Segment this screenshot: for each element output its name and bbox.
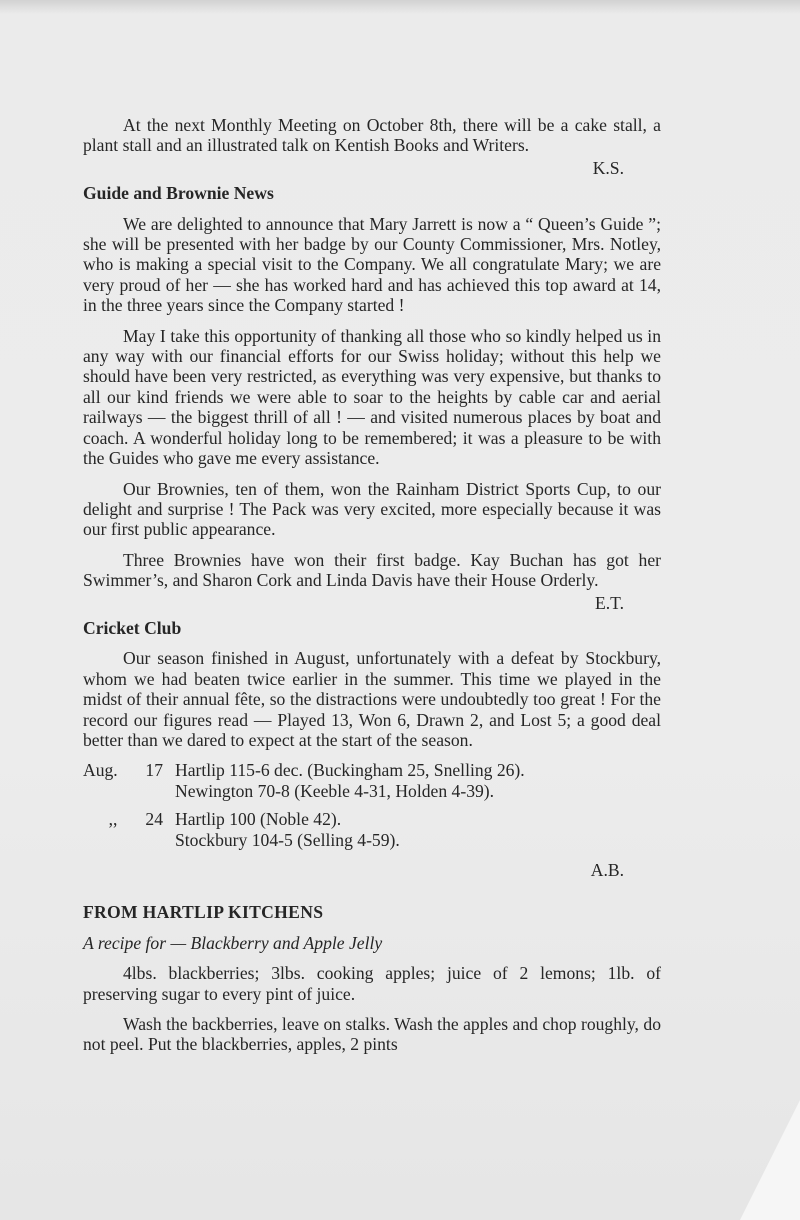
- guides-paragraph-1: We are delighted to announce that Mary Jarrett is now a “ Queen’s Guide ”; she will be presented with her badge by our County Commissioner, Mrs. Notley, who is making a special visit to the Company. We all congratulate Mary; we are very proud of her — she has worked hard and has achieved this top award at 14, in the three years since the Company started !: [83, 213, 661, 316]
- match-month: Aug.: [83, 760, 118, 781]
- cricket-signature: A.B.: [590, 860, 624, 880]
- match-line: Stockbury 104-5 (Selling 4-59).: [175, 829, 400, 850]
- guides-paragraph-3: Our Brownies, ten of them, won the Rainham District Sports Cup, to our delight and surprise ! The Pack was very excited, more especially because it was our first public appearance.: [83, 478, 661, 540]
- match-result: [83, 809, 661, 850]
- guides-signature: E.T.: [595, 592, 624, 613]
- page-top-shadow: [0, 0, 800, 14]
- recipe-method: Wash the backberries, leave on stalks. Wash the apples and chop roughly, do not peel. Put the blackberries, apples, 2 pints: [83, 1014, 661, 1055]
- match-line: Newington 70-8 (Keeble 4-31, Holden 4-39).: [175, 780, 495, 801]
- cricket-heading: Cricket Club: [83, 617, 182, 638]
- guides-paragraph-4: Three Brownies have won their first badge. Kay Buchan has got her Swimmer’s, and Sharon Cork and Linda Davis have their House Orderly.: [83, 549, 661, 591]
- page-content: [83, 115, 661, 1065]
- guides-heading: Guide and Brownie News: [83, 183, 274, 204]
- recipe-title: A recipe for — Blackberry and Apple Jelly: [83, 932, 383, 953]
- match-month-ditto: ,,: [108, 809, 118, 830]
- match-line: Hartlip 115-6 dec. (Buckingham 25, Snelling 26).: [175, 760, 525, 781]
- match-day: 24: [145, 809, 163, 830]
- folded-corner: [740, 1100, 800, 1220]
- guides-paragraph-2: May I take this opportunity of thanking all those who so kindly helped us in any way with our financial efforts for our Swiss holiday; without this help we should have been very restricted, as everything was very expensive, but thanks to all our kind friends we were able to soar to the heights by cable car and aerial railways — the biggest thrill of all ! — and visited numerous places by boat and coach. A wonderful holiday long to be remembered; it was a pleasure to be with the Guides who gave me every assistance.: [83, 325, 661, 469]
- recipe-ingredients: 4lbs. blackberries; 3lbs. cooking apples; juice of 2 lemons; 1lb. of preserving sugar to every pint of juice.: [83, 963, 661, 1004]
- kitchens-heading: FROM HARTLIP KITCHENS: [83, 902, 324, 923]
- match-day: 17: [145, 760, 163, 781]
- intro-signature: K.S.: [592, 157, 624, 178]
- match-line: Hartlip 100 (Noble 42).: [175, 809, 342, 830]
- match-result: [83, 760, 661, 801]
- intro-paragraph: At the next Monthly Meeting on October 8th, there will be a cake stall, a plant stall and an illustrated talk on Kentish Books and Writers.: [83, 115, 661, 156]
- cricket-paragraph: Our season finished in August, unfortunately with a defeat by Stockbury, whom we had beaten twice earlier in the summer. This time we played in the midst of their annual fête, so the distractions were undoubtedly too great ! For the record our figures read — Played 13, Won 6, Drawn 2, and Lost 5; a good deal better than we dared to expect at the start of the season.: [83, 648, 661, 750]
